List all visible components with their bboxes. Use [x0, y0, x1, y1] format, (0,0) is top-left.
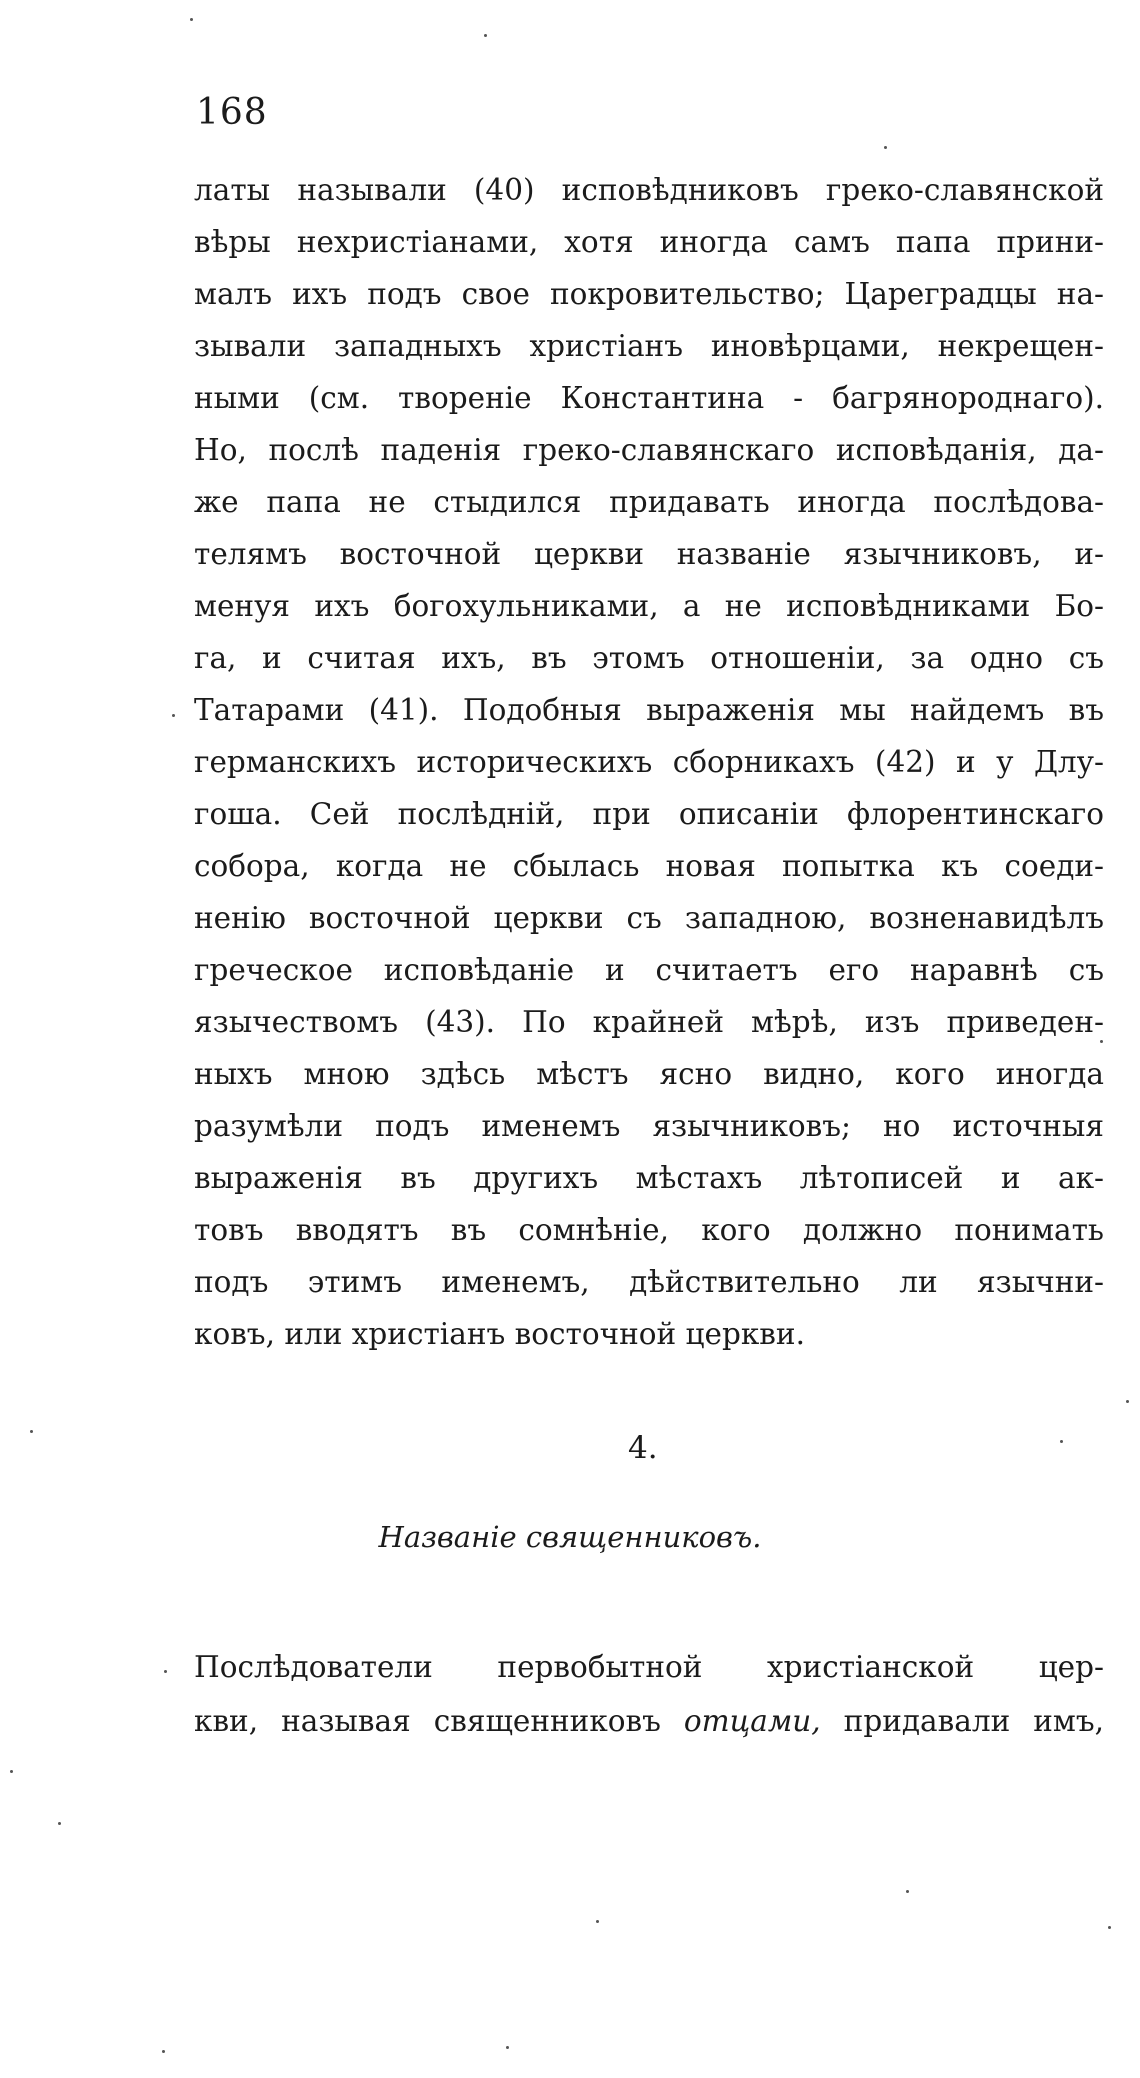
text-line: товъ вводятъ въ сомнѣніе, кого должно понимать	[194, 1213, 1104, 1247]
paragraph-body	[194, 164, 1104, 1360]
scan-speck	[190, 18, 193, 21]
scan-speck	[58, 1822, 61, 1825]
scan-speck	[1100, 1040, 1103, 1043]
section-title: Названіе священниковъ.	[378, 1520, 762, 1554]
text-line: собора, когда не сбылась новая попытка къ соеди-	[194, 849, 1104, 883]
scan-speck	[164, 1670, 167, 1673]
text-fragment: кви, называя священниковъ	[194, 1704, 684, 1738]
scan-speck	[1126, 1400, 1129, 1403]
text-line: ными (см. твореніе Константина - багрянороднаго).	[194, 381, 1104, 415]
scan-speck	[162, 2050, 165, 2053]
text-line: же папа не стыдился придавать иногда послѣдова-	[194, 485, 1104, 519]
text-line	[194, 1694, 1104, 1748]
italic-term: отцами,	[683, 1704, 821, 1738]
text-line: язычествомъ (43). По крайней мѣрѣ, изъ приведен-	[194, 1005, 1104, 1039]
text-line: Татарами (41). Подобныя выраженія мы найдемъ въ	[194, 693, 1104, 727]
text-line: Но, послѣ паденія греко-славянскаго исповѣданія, да-	[194, 433, 1104, 467]
scan-speck	[1108, 1926, 1111, 1929]
scan-speck	[596, 1920, 599, 1923]
scan-speck	[506, 2046, 509, 2049]
text-line: зывали западныхъ христіанъ иновѣрцами, некрещен-	[194, 329, 1104, 363]
scan-speck	[172, 714, 175, 717]
text-line: телямъ восточной церкви названіе язычниковъ, и-	[194, 537, 1104, 571]
text-line: подъ этимъ именемъ, дѣйствительно ли язычни-	[194, 1265, 1104, 1299]
text-line: латы называли (40) исповѣдниковъ греко-славянской	[194, 173, 1104, 207]
text-fragment: придавали имъ,	[820, 1704, 1104, 1738]
text-line: ковъ, или христіанъ восточной церкви.	[194, 1317, 805, 1351]
scan-speck	[30, 1430, 33, 1433]
text-line: греческое исповѣданіе и считаетъ его наравнѣ съ	[194, 953, 1104, 987]
text-line: менуя ихъ богохульниками, а не исповѣдниками Бо-	[194, 589, 1104, 623]
text-line: выраженія въ другихъ мѣстахъ лѣтописей и ак-	[194, 1161, 1104, 1195]
scan-speck	[10, 1770, 13, 1773]
text-line: вѣры нехристіанами, хотя иногда самъ папа прини-	[194, 225, 1104, 259]
text-line: Послѣдователи первобытной христіанской цер-	[194, 1650, 1104, 1684]
text-line: разумѣли подъ именемъ язычниковъ; но источныя	[194, 1109, 1104, 1143]
text-line: гоша. Сей послѣдній, при описаніи флорентинскаго	[194, 797, 1104, 831]
text-line: ныхъ мною здѣсь мѣстъ ясно видно, кого иногда	[194, 1057, 1104, 1091]
text-line: германскихъ историческихъ сборникахъ (42) и у Длу-	[194, 745, 1104, 779]
text-line: га, и считая ихъ, въ этомъ отношеніи, за одно съ	[194, 641, 1104, 675]
scan-speck	[484, 34, 487, 37]
page-number: 168	[196, 92, 268, 133]
scan-speck	[884, 146, 887, 149]
text-line: малъ ихъ подъ свое покровительство; Цареградцы на-	[194, 277, 1104, 311]
text-line: ненію восточной церкви съ западною, возненавидѣлъ	[194, 901, 1104, 935]
scan-speck	[906, 1890, 909, 1893]
paragraph-lower	[194, 1640, 1104, 1748]
section-number: 4.	[628, 1430, 658, 1466]
scan-speck	[1060, 1440, 1063, 1443]
